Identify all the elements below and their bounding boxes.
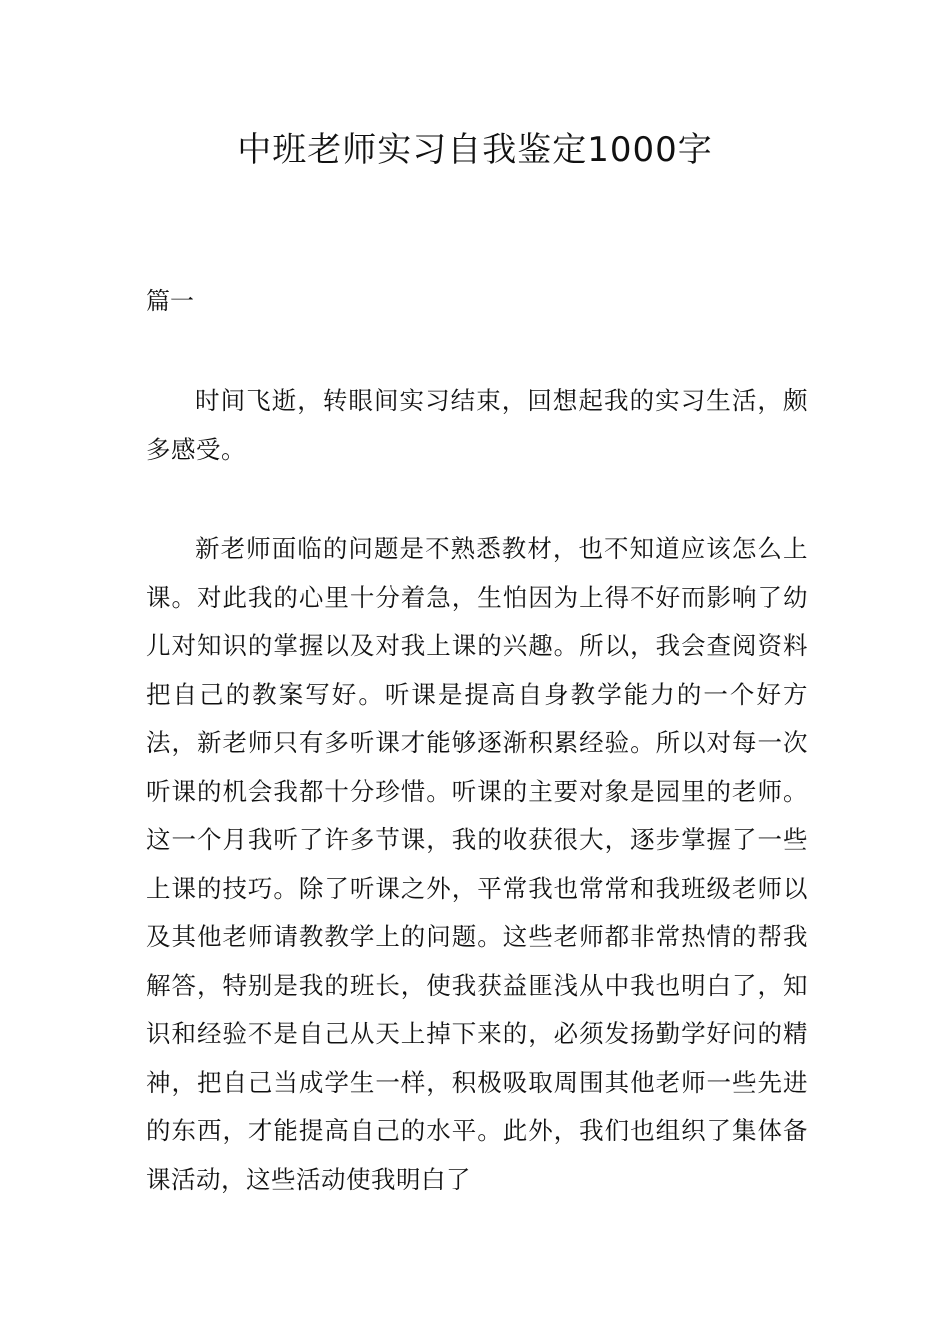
section-label: 篇一	[146, 287, 194, 315]
paragraph-2: 新老师面临的问题是不熟悉教材，也不知道应该怎么上课。对此我的心里十分着急，生怕因为上得不好而影响了幼儿对知识的掌握以及对我上课的兴趣。所以，我会查阅资料把自己的教案写好。听课是提高自身教学能力的一个好方法，新老师只有多听课才能够逐渐积累经验。所以对每一次听课的机会我都十分珍惜。听课的主要对象是园里的老师。这一个月我听了许多节课，我的收获很大，逐步掌握了一些上课的技巧。除了听课之外，平常我也常常和我班级老师以及其他老师请教教学上的问题。这些老师都非常热情的帮我解答，特别是我的班长，使我获益匪浅从中我也明白了，知识和经验不是自己从天上掉下来的，必须发扬勤学好问的精神，把自己当成学生一样，积极吸取周围其他老师一些先进的东西，才能提高自己的水平。此外，我们也组织了集体备课活动，这些活动使我明白了	[146, 534, 808, 1194]
document-title: 中班老师实习自我鉴定1000字	[237, 130, 713, 170]
paragraph-1: 时间飞逝，转眼间实习结束，回想起我的实习生活，颇多感受。	[146, 386, 808, 464]
